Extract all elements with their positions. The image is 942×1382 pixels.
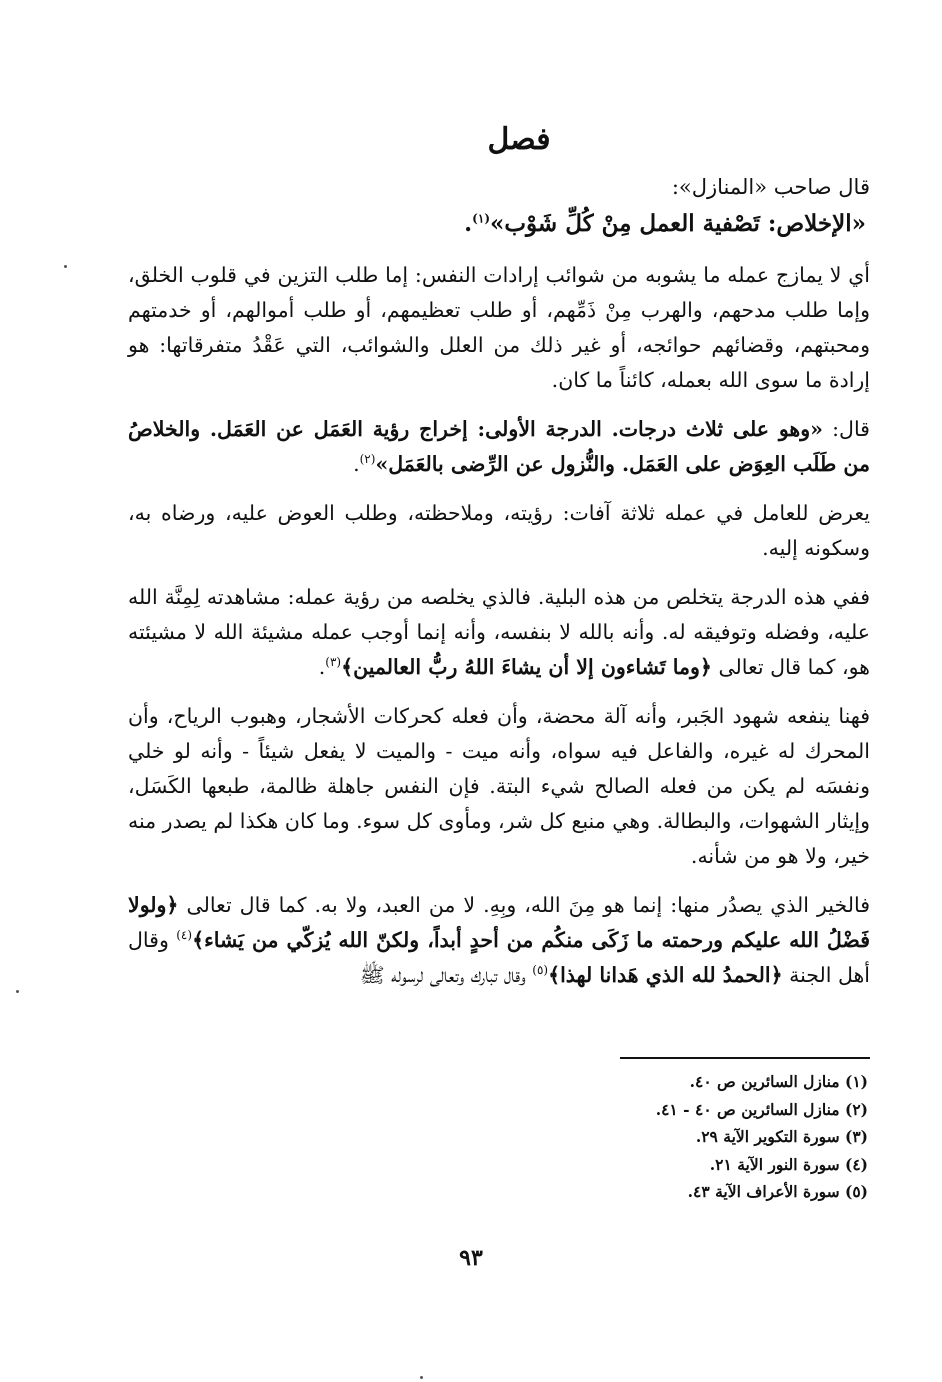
scan-speck (16, 990, 19, 993)
paragraph-2-quote: «وهو على ثلاث درجات. الدرجة الأولى: إخراج رؤية العَمَل عن العَمَل. والخلاصُ من طَلَب العِوَض على العَمَل. والنُّزول عن الرِّضى بالعَمَل» (128, 417, 870, 476)
paragraph-2: قال: «وهو على ثلاث درجات. الدرجة الأولى: إخراج رؤية العَمَل عن العَمَل. والخلاصُ من طَلَب العِوَض على العَمَل. والنُّزول عن الرِّضى بالعَمَل»$^{(٢)}$. (128, 417, 870, 476)
paragraph-6-text-a: فالخير الذي يصدُر منها: إنما هو مِنَ الله، وبِهِ. لا من العبد، ولا به. كما قال تعالى (178, 893, 870, 917)
footnote-3: (٣) سورة التكوير الآية ٢٩. (695, 1127, 868, 1146)
paragraph-4: ففي هذه الدرجة يتخلص من هذه البلية. فالذي يخلصه من رؤية عمله: مشاهدته لِمِنَّة الله عليه، وفضله وتوفيقه له. وأنه بالله لا بنفسه، وأنه إنما أوجب عمله مشيئة الله لا مشيئته هو، كما قال تعالى ﴿وما تَشاءون إلا أن يشاءَ اللهُ ربُّ العالمين﴾$^{(٣)}$. (128, 585, 870, 679)
scan-speck (420, 1376, 423, 1379)
paragraph-2-lead: قال: (822, 417, 870, 441)
footnote-ref-2: (٢) (359, 452, 376, 467)
footnote-2: (٢) منازل السائرين ص ٤٠ - ٤١. (655, 1099, 868, 1119)
paragraph-4-quran: ﴿وما تَشاءون إلا أن يشاءَ اللهُ ربُّ العالمين﴾ (341, 655, 712, 679)
footnote-ref-5: (٥) (532, 963, 549, 978)
footnote-ref-3: (٣) (325, 655, 342, 670)
paragraph-1: أي لا يمازج عمله ما يشوبه من شوائب إرادات النفس: إما طلب التزين في قلوب الخلق، وإما طلب مدحهم، والهرب مِنْ ذَمِّهم، أو طلب تعظيمهم، أو طلب أموالهم، أو خدمتهم ومحبتهم، وقضائهم حوائجه، أو غير ذلك من العلل والشوائب، التي عَقْدُ متفرقاتها: هو إرادة ما سوى الله بعمله، كائناً ما كان. (128, 263, 870, 392)
section-title: فصل (487, 122, 551, 157)
footnote-5: (٥) سورة الأعراف الآية ٤٣. (687, 1182, 868, 1201)
footnote-1: (١) منازل السائرين ص ٤٠. (689, 1072, 868, 1091)
page-body (128, 120, 870, 1007)
paragraph-4-text: ففي هذه الدرجة يتخلص من هذه البلية. فالذي يخلصه من رؤية عمله: مشاهدته لِمِنَّة الله عليه، وفضله وتوفيقه له. وأنه بالله لا بنفسه، وأنه إنما أوجب عمله مشيئة الله لا مشيئته هو، كما قال تعالى (128, 585, 870, 679)
footnote-ref-1: (١) (472, 211, 490, 226)
paragraph-3: يعرض للعامل في عمله ثلاثة آفات: رؤيته، وملاحظته، وطلب العوض عليه، ورضاه به، وسكونه إليه. (128, 501, 870, 560)
scan-speck (64, 265, 67, 268)
paragraph-6-quran-2: ﴿الحمدُ لله الذي هَدانا لهذا﴾ (548, 963, 783, 987)
main-quote-text: «الإخلاص: تَصْفية العمل مِنْ كُلِّ شَوْب» (490, 210, 866, 237)
paragraph-6-quran-1: ﴿ولولا فَضْلُ الله عليكم ورحمته ما زَكَى منكُم من أحدٍ أبداً، ولكنّ الله يُزكّي من يَشاء﴾ (128, 893, 870, 952)
paragraph-6-text-c: وقال تبارك وتعالى لرسوله ﷺ (359, 963, 533, 987)
paragraph-6 (128, 888, 870, 993)
page-number: ٩٣ (459, 1245, 483, 1271)
main-quote: «الإخلاص: تَصْفية العمل مِنْ كُلِّ شَوْب»$^{(١)}$. (464, 210, 866, 237)
footnote-ref-4: (٤) (176, 928, 193, 943)
footnote-divider (620, 1057, 870, 1059)
footnotes (420, 1068, 868, 1206)
paragraph-6-text-b: وقال أهل الجنة (128, 928, 870, 987)
footnote-4: (٤) سورة النور الآية ٢١. (709, 1154, 868, 1174)
intro-line: قال صاحب «المنازل»: (671, 175, 870, 199)
paragraph-5: فهنا ينفعه شهود الجَبر، وأنه آلة محضة، وأن فعله كحركات الأشجار، وهبوب الرياح، وأن المحرك له غيره، والفاعل فيه سواه، وأنه ميت - والميت لا يفعل شيئاً - وأنه لو خلي ونفسَه لم يكن من فعله الصالح شيء البتة. فإن النفس جاهلة ظالمة، طبعها الكَسَل، وإيثار الشهوات، والبطالة. وهي منبع كل شر، ومأوى كل سوء. وما كان هكذا لم يصدر منه خير، ولا هو من شأنه. (128, 704, 870, 868)
